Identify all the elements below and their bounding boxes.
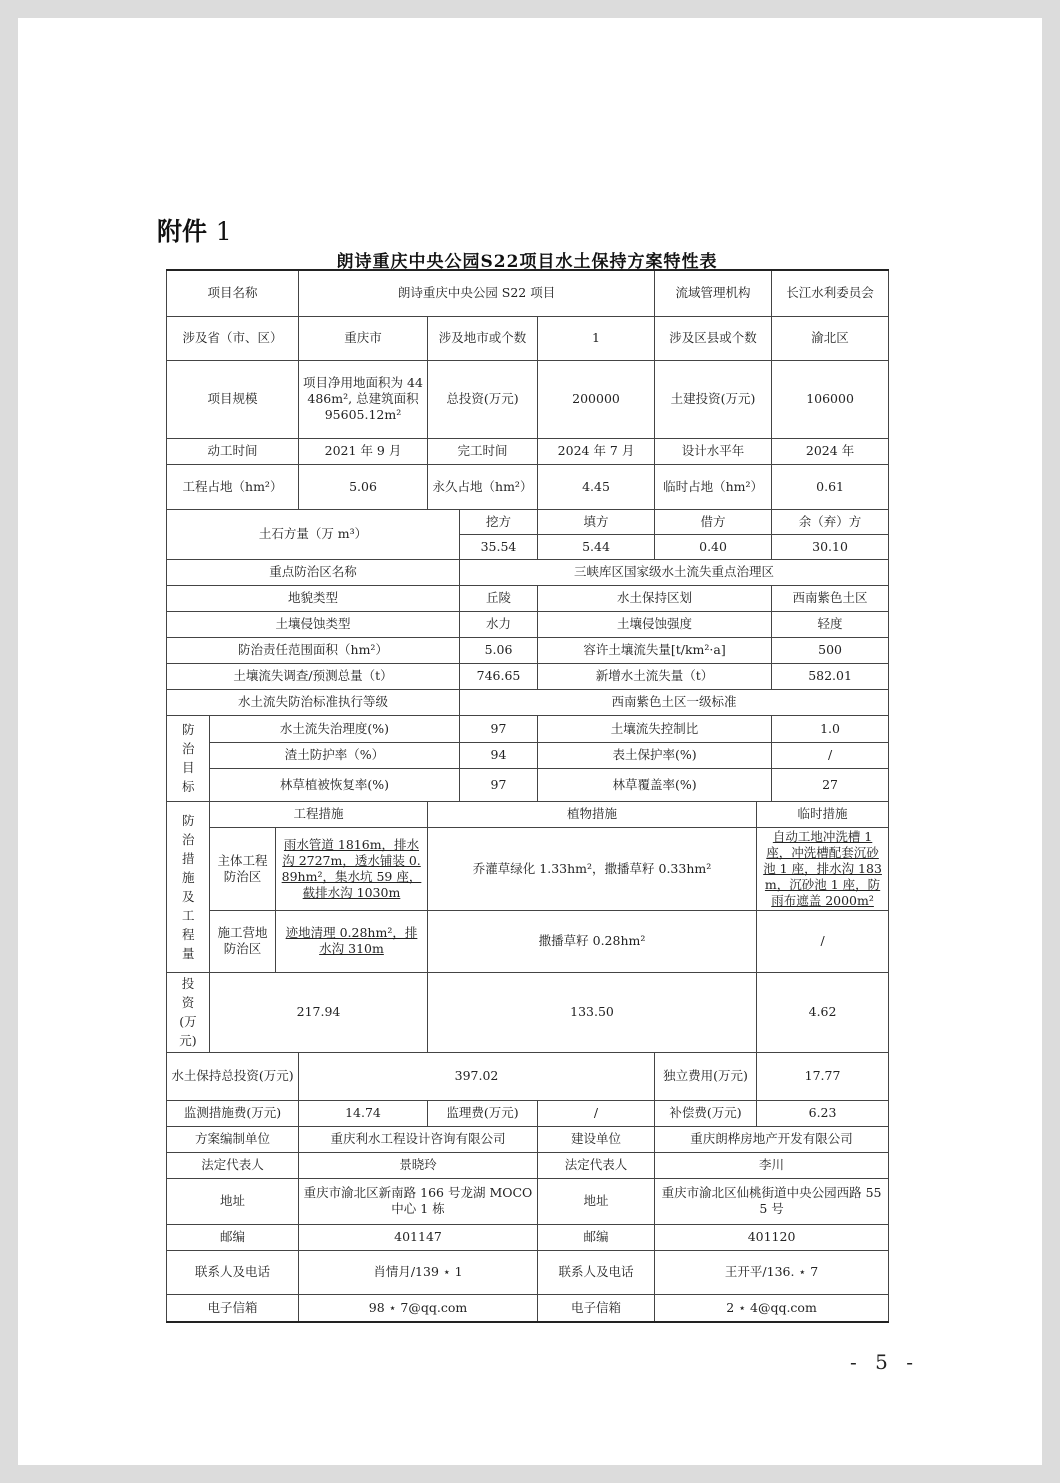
investment-veg: 133.50 [428,972,757,1052]
investment-tmp: 4.62 [757,972,889,1052]
standard-value: 西南紫色土区一级标准 [460,689,889,715]
address-label: 地址 [538,1178,655,1224]
erosion-type-value: 水力 [460,611,538,637]
compensation-fee-label: 补偿费(万元) [655,1100,757,1126]
independent-fee-value: 17.77 [757,1052,889,1100]
start-time-label: 动工时间 [167,438,299,464]
target-value: 1.0 [772,715,889,742]
tmp-measures-header: 临时措施 [757,801,889,827]
project-name-value: 朗诗重庆中央公园 S22 项目 [299,270,655,316]
eng-measures-header: 工程措施 [210,801,428,827]
table-row [167,1126,889,1152]
compensation-fee-value: 6.23 [757,1100,889,1126]
earthwork-fill-header: 填方 [538,509,655,534]
veg-measures-header: 植物措施 [428,801,757,827]
targets-group-label: 防治目标 [167,715,210,801]
erosion-type-label: 土壤侵蚀类型 [167,611,460,637]
scale-value: 项目净用地面积为 44486m², 总建筑面积 95605.12m² [299,360,428,438]
earthwork-spoil-header: 余（弃）方 [772,509,889,534]
email-label: 电子信箱 [538,1294,655,1322]
province-value: 重庆市 [299,316,428,360]
earthwork-borrow-header: 借方 [655,509,772,534]
table-row [167,438,889,464]
supervision-fee-label: 监理费(万元) [428,1100,538,1126]
resp-area-value: 5.06 [460,637,538,663]
earthwork-spoil-value: 30.10 [772,534,889,559]
target-label: 土壤流失控制比 [538,715,772,742]
design-year-label: 设计水平年 [655,438,772,464]
table-row [167,801,889,827]
new-loss-label: 新增水土流失量（t） [538,663,772,689]
start-time-value: 2021 年 9 月 [299,438,428,464]
table-row [167,637,889,663]
site-eng-measures: 迹地清理 0.28hm²，排水沟 310m [276,910,428,972]
table-row [167,611,889,637]
standard-label: 水土流失防治标准执行等级 [167,689,460,715]
land-label: 工程占地（hm²） [167,464,299,509]
page-number: - 5 - [850,1350,919,1374]
landform-label: 地貌类型 [167,585,460,611]
builder-label: 建设单位 [538,1126,655,1152]
contact-label: 联系人及电话 [538,1250,655,1294]
table-row [167,1152,889,1178]
builder-value: 重庆朗桦房地产开发有限公司 [655,1126,889,1152]
main-tmp-measures: 自动工地冲洗槽 1 座，冲洗槽配套沉砂池 1 座，排水沟 183m，沉砂池 1 座，防雨布遮盖 2000m² [757,827,889,910]
postcode-label: 邮编 [167,1224,299,1250]
target-value: 97 [460,715,538,742]
basin-value: 长江水利委员会 [772,270,889,316]
table-row [167,689,889,715]
table-row [167,360,889,438]
table-row [167,464,889,509]
legal-rep-value: 景晓玲 [299,1152,538,1178]
postcode-value: 401120 [655,1224,889,1250]
target-label: 渣土防护率（%） [210,742,460,768]
independent-fee-label: 独立费用(万元) [655,1052,757,1100]
investment-label: 投资(万元) [167,972,210,1052]
main-eng-measures: 雨水管道 1816m，排水沟 2727m，透水铺装 0.89hm²，集水坑 59 座，截排水沟 1030m [276,827,428,910]
new-loss-value: 582.01 [772,663,889,689]
contact-label: 联系人及电话 [167,1250,299,1294]
temp-land-value: 0.61 [772,464,889,509]
table-title: 朗诗重庆中央公园S22项目水土保持方案特性表 [336,252,718,272]
total-invest-label: 总投资(万元) [428,360,538,438]
table-row [167,910,889,972]
earthwork-cut-header: 挖方 [460,509,538,534]
earthwork-label: 土石方量（万 m³） [167,509,460,559]
target-label: 林草覆盖率(%) [538,768,772,801]
monitoring-fee-value: 14.74 [299,1100,428,1126]
legal-rep-label: 法定代表人 [538,1152,655,1178]
address-value: 重庆市渝北区新南路 166 号龙湖 MOCO 中心 1 栋 [299,1178,538,1224]
contact-value: 王开平/136. ⋆ 7 [655,1250,889,1294]
target-label: 水土流失治理度(%) [210,715,460,742]
landform-value: 丘陵 [460,585,538,611]
end-time-value: 2024 年 7 月 [538,438,655,464]
division-value: 西南紫色土区 [772,585,889,611]
province-label: 涉及省（市、区） [167,316,299,360]
table-row [167,768,889,801]
earthwork-cut-value: 35.54 [460,534,538,559]
loss-total-label: 土壤流失调查/预测总量（t） [167,663,460,689]
key-zone-label: 重点防治区名称 [167,559,460,585]
division-label: 水土保持区划 [538,585,772,611]
erosion-intensity-label: 土壤侵蚀强度 [538,611,772,637]
compiler-label: 方案编制单位 [167,1126,299,1152]
total-invest-value: 397.02 [299,1052,655,1100]
monitoring-fee-label: 监测措施费(万元) [167,1100,299,1126]
main-veg-measures: 乔灌草绿化 1.33hm²，撒播草籽 0.33hm² [428,827,757,910]
resp-area-label: 防治责任范围面积（hm²） [167,637,460,663]
perm-land-label: 永久占地（hm²） [428,464,538,509]
email-label: 电子信箱 [167,1294,299,1322]
target-value: 94 [460,742,538,768]
temp-land-label: 临时占地（hm²） [655,464,772,509]
table-row [167,715,889,742]
loss-total-value: 746.65 [460,663,538,689]
supervision-fee-value: / [538,1100,655,1126]
target-label: 林草植被恢复率(%) [210,768,460,801]
zone-label: 主体工程防治区 [210,827,276,910]
site-veg-measures: 撒播草籽 0.28hm² [428,910,757,972]
target-value: 27 [772,768,889,801]
measures-group-label: 防治措施及工程量 [167,801,210,972]
perm-land-value: 4.45 [538,464,655,509]
land-value: 5.06 [299,464,428,509]
address-value: 重庆市渝北区仙桃街道中央公园西路 555 号 [655,1178,889,1224]
characteristics-table [166,269,889,1323]
table-row [167,1052,889,1100]
table-row [167,827,889,910]
table-row [167,559,889,585]
civil-invest-label: 土建投资(万元) [655,360,772,438]
total-invest-label: 水土保持总投资(万元) [167,1052,299,1100]
table-row [167,316,889,360]
end-time-label: 完工时间 [428,438,538,464]
table-row [167,509,889,534]
compiler-value: 重庆利水工程设计咨询有限公司 [299,1126,538,1152]
table-row [167,1294,889,1322]
target-value: 97 [460,768,538,801]
project-name-label: 项目名称 [167,270,299,316]
scale-label: 项目规模 [167,360,299,438]
allowable-loss-label: 容许土壤流失量[t/km²·a] [538,637,772,663]
zone-label: 施工营地防治区 [210,910,276,972]
table-row [167,1100,889,1126]
contact-value: 肖情月/139 ⋆ 1 [299,1250,538,1294]
site-tmp-measures: / [757,910,889,972]
allowable-loss-value: 500 [772,637,889,663]
legal-rep-label: 法定代表人 [167,1152,299,1178]
table-row [167,1250,889,1294]
table-row [167,742,889,768]
table-row [167,663,889,689]
table-row [167,270,889,316]
city-label: 涉及地市或个数 [428,316,538,360]
table-row [167,1178,889,1224]
attachment-label: 附件 1 [157,217,232,246]
civil-invest-value: 106000 [772,360,889,438]
earthwork-borrow-value: 0.40 [655,534,772,559]
table-row [167,972,889,1052]
address-label: 地址 [167,1178,299,1224]
email-value: 98 ⋆ 7@qq.com [299,1294,538,1322]
investment-eng: 217.94 [210,972,428,1052]
basin-label: 流域管理机构 [655,270,772,316]
total-invest-value: 200000 [538,360,655,438]
erosion-intensity-value: 轻度 [772,611,889,637]
design-year-value: 2024 年 [772,438,889,464]
county-value: 渝北区 [772,316,889,360]
target-value: / [772,742,889,768]
postcode-value: 401147 [299,1224,538,1250]
table-row [167,585,889,611]
earthwork-fill-value: 5.44 [538,534,655,559]
key-zone-value: 三峡库区国家级水土流失重点治理区 [460,559,889,585]
postcode-label: 邮编 [538,1224,655,1250]
table-row [167,1224,889,1250]
target-label: 表土保护率(%) [538,742,772,768]
city-value: 1 [538,316,655,360]
email-value: 2 ⋆ 4@qq.com [655,1294,889,1322]
legal-rep-value: 李川 [655,1152,889,1178]
county-label: 涉及区县或个数 [655,316,772,360]
